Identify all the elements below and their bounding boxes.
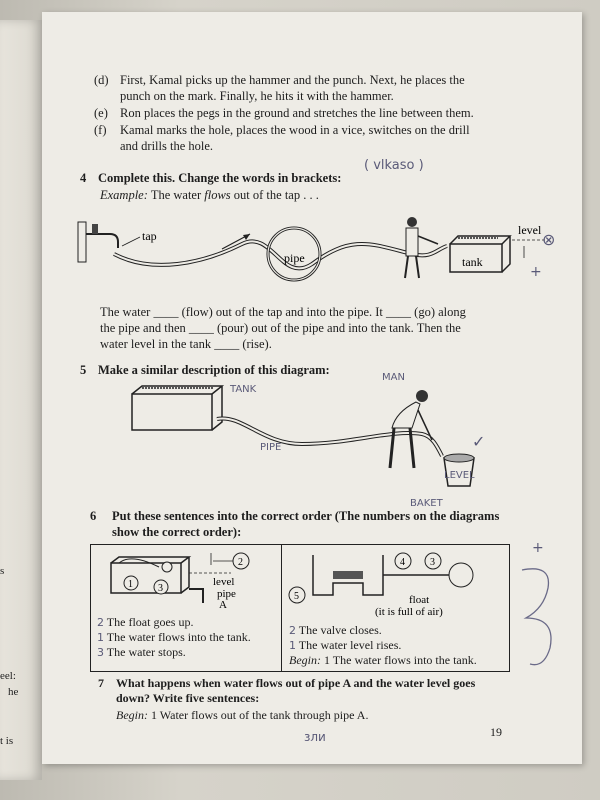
q6-right-begin: Begin: 1 The water flows into the tank.	[289, 653, 477, 667]
right-float-note: (it is full of air)	[375, 606, 443, 618]
handwritten-note: зли	[304, 730, 326, 744]
man-legs	[405, 256, 419, 278]
q6-left-diagram	[91, 545, 281, 609]
q4-example	[100, 187, 319, 203]
left-fragment: t is	[0, 735, 14, 747]
q6-number: 6	[90, 509, 97, 523]
example-text-2: out of the tap . . .	[230, 188, 319, 202]
right-marker-5-text: 5	[294, 591, 299, 602]
left-level-label: level	[213, 576, 235, 588]
q4-para-line2: the pipe and then ____ (pour) out of the pipe and into the tank. Then the	[100, 321, 461, 335]
q6-left-sentence: 1 The water flows into the tank.	[97, 630, 251, 644]
q5-diagram	[122, 374, 562, 504]
item-f-letter: (f)	[94, 123, 107, 137]
q4-heading: Complete this. Change the words in brackets:	[98, 171, 342, 185]
q4-para-line1: The water ____ (flow) out of the tap and into the pipe. It ____ (go) along	[100, 305, 466, 319]
hand-label-pipe: PIPE	[260, 442, 282, 453]
handwritten-mark: +	[532, 540, 544, 556]
level-label: level	[518, 223, 542, 237]
item-e-letter: (e)	[94, 106, 108, 120]
left-fragment: he	[8, 686, 19, 698]
left-pipe-label: pipe	[217, 588, 236, 600]
tap-pointer	[122, 237, 140, 246]
left-page-edge	[0, 20, 42, 780]
right-valve-icon	[333, 571, 363, 579]
man-body	[406, 228, 418, 256]
handwritten-check: ✓	[472, 432, 486, 451]
q5-number: 5	[80, 363, 87, 377]
left-marker-2-text: 2	[238, 557, 243, 568]
item-d-line2: punch on the mark. Finally, he hits it with the hammer.	[120, 89, 394, 103]
item-e-line1: Ron places the pegs in the ground and stretches the line between them.	[120, 106, 474, 120]
pipe-label: pipe	[284, 251, 305, 265]
q6-right-sentence: 2 The valve closes.	[289, 623, 382, 637]
q7-begin-text: 1 Water flows out of the tank through pipe A.	[151, 708, 369, 722]
item-d-letter: (d)	[94, 73, 109, 87]
bucket-water	[444, 454, 474, 462]
q6-right-sentences	[289, 623, 477, 667]
q7-begin	[116, 707, 368, 723]
tap-label: tap	[142, 229, 157, 243]
item-f-line1: Kamal marks the hole, places the wood in a vice, switches on the drill	[120, 123, 470, 137]
left-a-label: A	[219, 599, 227, 609]
handwritten-mark: +	[530, 264, 542, 280]
left-float-icon	[162, 562, 172, 572]
wall-bracket	[78, 222, 86, 262]
man-head	[407, 217, 417, 227]
q7-begin-label: Begin:	[116, 708, 148, 722]
handwritten-note: ( vlkaso )	[364, 158, 424, 173]
hand-label-bucket: BAKET	[410, 498, 443, 509]
pipe-inner	[114, 241, 447, 268]
page-number: 19	[490, 725, 502, 739]
man-arm	[418, 236, 438, 244]
q4-para-line3: water level in the tank ____ (rise).	[100, 337, 272, 351]
left-fragment: eel:	[0, 670, 16, 682]
q6-right-diagram	[283, 545, 507, 619]
q6-heading-line2: show the correct order):	[112, 525, 242, 539]
hand-label-man: MAN	[382, 372, 405, 383]
q4-number: 4	[80, 171, 87, 185]
q7-heading-line2: down? Write five sentences:	[116, 691, 260, 705]
example-text-1: The water	[150, 188, 205, 202]
handwritten-mark: ⊗	[542, 230, 556, 249]
left-marker-1-text: 1	[128, 579, 133, 590]
q5-heading: Make a similar description of this diagram:	[98, 363, 330, 377]
q5-man-body	[392, 402, 420, 428]
q7-heading-line1: What happens when water flows out of pipe A and the water level goes	[116, 676, 476, 690]
book-page	[42, 12, 582, 764]
hand-label-tank: TANK	[230, 384, 257, 395]
q4-diagram	[72, 204, 582, 294]
item-d-line1: First, Kamal picks up the hammer and the punch. Next, he places the	[120, 73, 465, 87]
q6-divider	[281, 545, 282, 671]
q6-right-sentence: 1 The water level rises.	[289, 638, 402, 652]
tap-handle-icon	[92, 224, 98, 234]
left-pipe-a	[189, 589, 203, 603]
q6-heading-line1: Put these sentences into the correct order (The numbers on the diagrams	[112, 509, 500, 523]
left-fragment: s	[0, 565, 5, 577]
right-marker-4-text: 4	[400, 557, 405, 568]
q6-left-sentence: 3 The water stops.	[97, 645, 186, 659]
q6-left-sentences	[97, 615, 251, 660]
example-label: Example:	[100, 188, 148, 202]
right-float-icon	[449, 563, 473, 587]
q6-left-sentence: 2 The float goes up.	[97, 615, 194, 629]
hand-label-level: LEVEL	[444, 470, 475, 481]
item-f-line2: and drills the hole.	[120, 139, 214, 153]
handwritten-scribble	[512, 560, 562, 670]
right-marker-3-text: 3	[430, 557, 435, 568]
q5-tank	[132, 394, 212, 430]
right-float-label: float	[409, 594, 430, 606]
q5-man-head	[416, 390, 428, 402]
left-marker-3-text: 3	[158, 583, 163, 594]
tank-label: tank	[462, 255, 483, 269]
q7-number: 7	[98, 676, 104, 690]
q6-box	[90, 544, 510, 672]
tap-icon	[86, 234, 118, 248]
example-italic: flows	[204, 188, 231, 202]
